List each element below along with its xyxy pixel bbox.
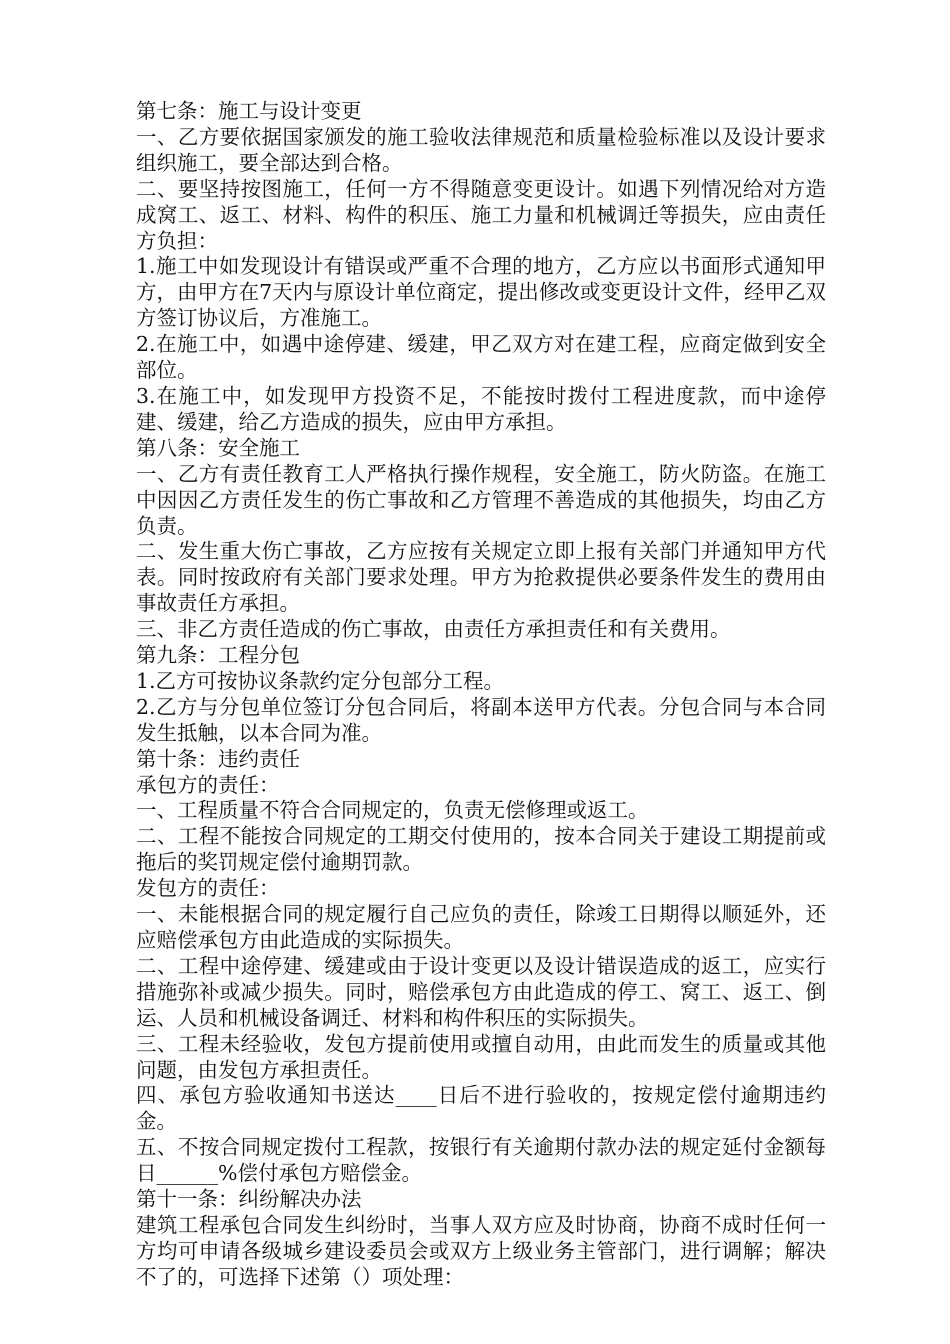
- paragraph: 三、工程未经验收，发包方提前使用或擅自动用，由此而发生的质量或其他问题，由发包方承担责任。: [136, 1031, 826, 1082]
- paragraph: 二、要坚持按图施工，任何一方不得随意变更设计。如遇下列情况给对方造成窝工、返工、材料、构件的积压、施工力量和机械调迁等损失，应由责任方负担：: [136, 176, 826, 253]
- paragraph: 1.乙方可按协议条款约定分包部分工程。: [136, 668, 505, 693]
- article-heading: 第十条：违约责任: [136, 746, 300, 771]
- paragraph: 2.在施工中，如遇中途停建、缓建，甲乙双方对在建工程，应商定做到安全部位。: [136, 332, 826, 383]
- paragraph: 二、工程不能按合同规定的工期交付使用的，按本合同关于建设工期提前或拖后的奖罚规定偿付逾期罚款。: [136, 824, 826, 875]
- paragraph: 2.乙方与分包单位签订分包合同后，将副本送甲方代表。分包合同与本合同发生抵触，以本合同为准。: [136, 694, 826, 745]
- paragraph: 二、工程中途停建、缓建或由于设计变更以及设计错误造成的返工，应实行措施弥补或减少损失。同时，赔偿承包方由此造成的停工、窝工、返工、倒运、人员和机械设备调迁、材料和构件积压的实际损失。: [136, 953, 826, 1030]
- paragraph: 3.在施工中，如发现甲方投资不足，不能按时拨付工程进度款，而中途停建、缓建，给乙方造成的损失，应由甲方承担。: [136, 383, 826, 434]
- article-heading: 第七条：施工与设计变更: [136, 99, 362, 123]
- paragraph: 建筑工程承包合同发生纠纷时，当事人双方应及时协商，协商不成时任何一方均可申请各级城乡建设委员会或双方上级业务主管部门，进行调解；解决不了的，可选择下述第（）项处理：: [136, 1212, 826, 1289]
- paragraph: 三、非乙方责任造成的伤亡事故，由责任方承担责任和有关费用。: [136, 617, 731, 642]
- subheading: 承包方的责任：: [136, 772, 280, 797]
- article-heading: 第八条：安全施工: [136, 435, 300, 460]
- article-heading: 第十一条：纠纷解决办法: [136, 1187, 362, 1212]
- document-body: [136, 99, 826, 1291]
- paragraph: 五、不按合同规定拨付工程款，按银行有关逾期付款办法的规定延付金额每日______%偿付承包方赔偿金。: [136, 1135, 826, 1186]
- paragraph: 四、承包方验收通知书送达____日后不进行验收的，按规定偿付逾期违约金。: [136, 1083, 826, 1134]
- article-heading: 第九条：工程分包: [136, 643, 300, 668]
- paragraph: 一、未能根据合同的规定履行自己应负的责任，除竣工日期得以顺延外，还应赔偿承包方由此造成的实际损失。: [136, 902, 826, 952]
- paragraph: 一、乙方要依据国家颁发的施工验收法律规范和质量检验标准以及设计要求组织施工，要全部达到合格。: [136, 124, 826, 175]
- paragraph: 二、发生重大伤亡事故，乙方应按有关规定立即上报有关部门并通知甲方代表。同时按政府有关部门要求处理。甲方为抢救提供必要条件发生的费用由事故责任方承担。: [136, 539, 826, 616]
- paragraph: 1.施工中如发现设计有错误或严重不合理的地方，乙方应以书面形式通知甲方，由甲方在7天内与原设计单位商定，提出修改或变更设计文件，经甲乙双方签订协议后，方准施工。: [136, 254, 826, 331]
- subheading: 发包方的责任：: [136, 876, 280, 901]
- paragraph: 一、工程质量不符合合同规定的，负责无偿修理或返工。: [136, 798, 649, 823]
- paragraph: 一、乙方有责任教育工人严格执行操作规程，安全施工，防火防盗。在施工中因因乙方责任发生的伤亡事故和乙方管理不善造成的其他损失，均由乙方负责。: [136, 461, 826, 538]
